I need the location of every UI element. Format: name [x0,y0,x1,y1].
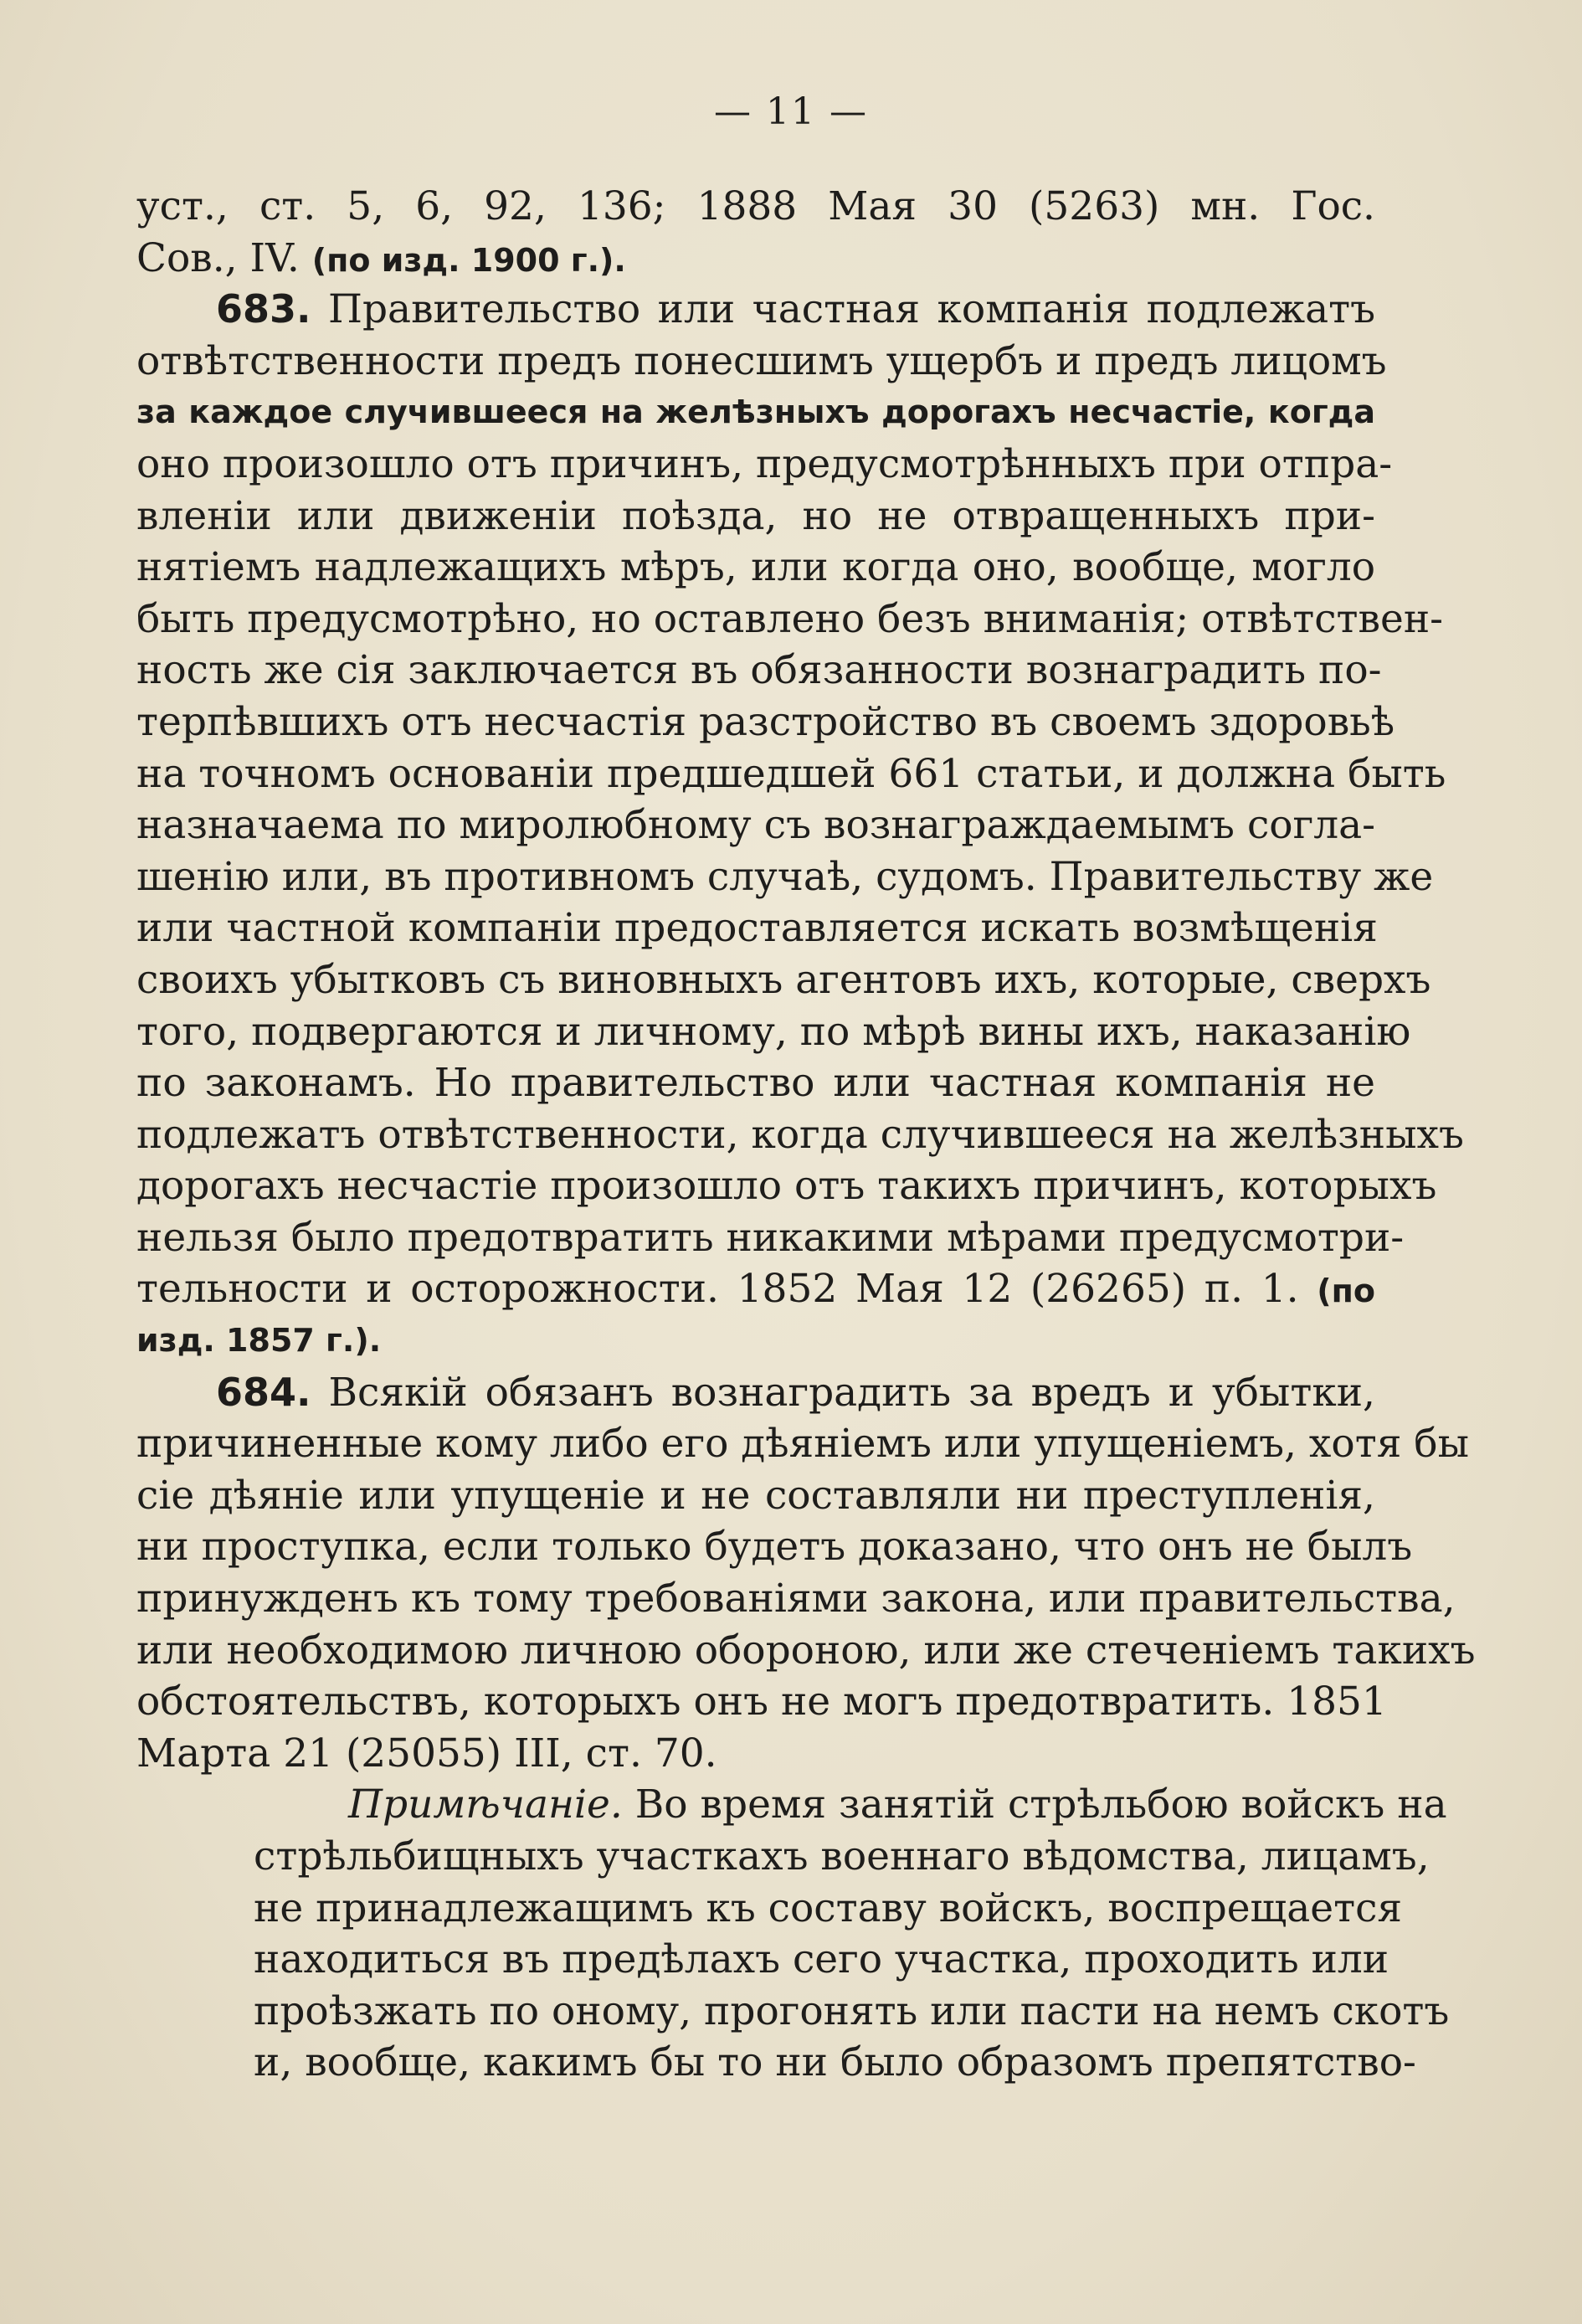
edition-reference-start: (по [1317,1273,1375,1310]
edition-reference: (по изд. 1900 г.). [311,241,626,279]
text-line: уст., ст. 5, 6, 92, 136; 1888 Мая 30 (5263) мн. Гос. [136,183,1375,229]
text-line: своихъ убытковъ съ виновныхъ агентовъ ихъ, которые, сверхъ [136,956,1431,1003]
text-line: сіе дѣяніе или упущеніе и не составляли ни преступленія, [136,1472,1375,1519]
text-fragment: тельности и осторожности. 1852 Мая 12 (26265) п. 1. [136,1266,1299,1313]
note-block [254,1779,1450,2089]
text-line: быть предусмотрѣно, но оставлено безъ вниманія; отвѣтствен- [136,595,1444,642]
body-text [136,181,1476,2089]
text-line: ни проступка, если только будетъ доказано, что онъ не былъ [136,1524,1413,1571]
text-fragment: Всякій обязанъ вознаградить за вредъ и убытки, [328,1369,1375,1416]
text-line: нельзя было предотвратить никакими мѣрами предусмотри- [136,1214,1405,1261]
text-line: по законамъ. Но правительство или частная компанія не [136,1060,1375,1107]
text-line: дорогахъ несчастіе произошло отъ такихъ причинъ, которыхъ [136,1163,1437,1210]
note-line: проѣзжать по оному, прогонять или пасти на немъ скотъ [254,1987,1450,2034]
text-line: назначаема по миролюбному съ вознаграждаемымъ согла- [136,802,1375,849]
text-line: того, подвергаются и личному, по мѣрѣ вины ихъ, наказанію [136,1008,1411,1055]
text-line: терпѣвшихъ отъ несчастія разстройство въ своемъ здоровьѣ [136,698,1395,745]
article-684-first-line [136,1367,1375,1419]
note-line: не принадлежащимъ къ составу войскъ, воспрещается [254,1884,1403,1931]
text-line [136,1263,1375,1315]
text-line: шенію или, въ противномъ случаѣ, судомъ. Правительству же [136,853,1434,900]
text-line: или частной компаніи предоставляется искать возмѣщенія [136,905,1378,952]
note-first-line [254,1779,1447,1831]
text-line: ность же сія заключается въ обязанности вознаградить по- [136,647,1382,694]
text-line: нятіемъ надлежащихъ мѣръ, или когда оно, вообще, могло [136,544,1375,591]
text-line [136,233,1375,285]
note-line: и, вообще, какимъ бы то ни было образомъ препятство- [254,2039,1416,2086]
text-line: оно произошло отъ причинъ, предусмотрѣнныхъ при отпра- [136,440,1393,487]
edition-reference-end: изд. 1857 г.). [136,1322,382,1360]
article-683-first-line [136,284,1375,336]
text-fragment: Во время занятій стрѣльбою войскъ на [634,1782,1447,1828]
article-number-684: 684. [216,1369,311,1415]
page-number: — 11 — [714,90,868,133]
note-line: находиться въ предѣлахъ сего участка, проходить или [254,1936,1389,1983]
text-line: вленіи или движеніи поѣзда, но не отвращенныхъ при- [136,492,1375,539]
text-fragment: Правительство или частная компанія подлежатъ [327,286,1375,333]
text-line: обстоятельствъ, которыхъ онъ не могъ предотвратить. 1851 [136,1679,1387,1725]
text-line-bold: за каждое случившееся на желѣзныхъ дорогахъ несчастіе, когда [136,393,1375,431]
text-fragment: Сов., IV. [136,234,300,281]
note-label: Примѣчаніе. [348,1782,623,1828]
article-number-683: 683. [216,286,311,332]
text-line: принужденъ къ тому требованіями закона, или правительства, [136,1576,1456,1622]
text-line: или необходимою личною обороною, или же стеченіемъ такихъ [136,1627,1476,1674]
text-line: подлежатъ отвѣтственности, когда случившееся на желѣзныхъ [136,1111,1464,1158]
text-line: причиненные кому либо его дѣяніемъ или упущеніемъ, хотя бы [136,1421,1470,1468]
text-line: на точномъ основаніи предшедшей 661 статьи, и должна быть [136,750,1446,797]
text-line: Марта 21 (25055) III, ст. 70. [136,1730,717,1776]
note-line: стрѣльбищныхъ участкахъ военнаго вѣдомства, лицамъ, [254,1833,1430,1879]
text-line: отвѣтственности предъ понесшимъ ущербъ и предъ лицомъ [136,337,1387,384]
